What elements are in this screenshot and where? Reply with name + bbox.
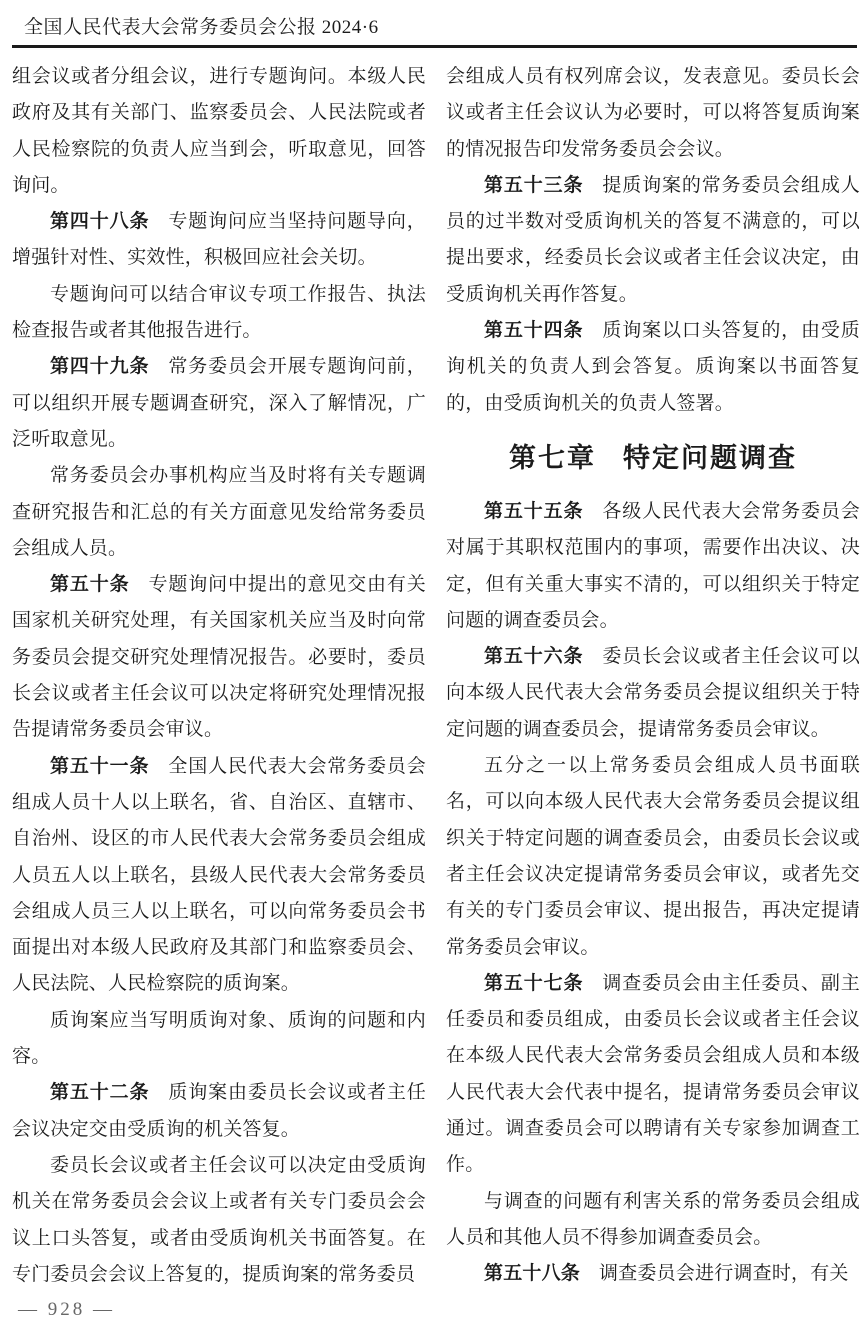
paragraph-text: 专题询问可以结合审议专项工作报告、执法检查报告或者其他报告进行。 [12, 283, 426, 342]
article-paragraph [12, 204, 426, 277]
paragraph-text: 常务委员会办事机构应当及时将有关专题调查研究报告和汇总的有关方面意见发给常务委员会组成人员。 [12, 465, 426, 559]
article-number: 第五十条 [50, 574, 130, 596]
body-paragraph [12, 277, 426, 350]
paragraph-text: 提质询案的常务委员会组成人员的过半数对受质询机关的答复不满意的，可以提出要求，经委员长会议或者主任会议决定，由受质询机关再作答复。 [446, 174, 860, 305]
paragraph-text: 专题询问应当坚持问题导向，增强针对性、实效性，积极回应社会关切。 [12, 211, 426, 269]
paragraph-text: 会组成人员有权列席会议，发表意见。委员长会议或者主任会议认为必要时，可以将答复质询案的情况报告印发常务委员会会议。 [446, 66, 860, 160]
article-paragraph [446, 966, 860, 1184]
paragraph-text: 质询案由委员长会议或者主任会议决定交由受质询的机关答复。 [12, 1082, 426, 1140]
two-column-body [0, 48, 867, 1293]
body-paragraph [12, 1003, 426, 1076]
article-number: 第五十五条 [484, 500, 584, 522]
paragraph-text: 与调查的问题有利害关系的常务委员会组成人员和其他人员不得参加调查委员会。 [446, 1190, 860, 1248]
article-number: 第五十一条 [50, 755, 150, 777]
article-number: 第五十七条 [484, 972, 584, 994]
article-paragraph [12, 349, 426, 458]
article-number: 第五十二条 [50, 1082, 150, 1104]
article-paragraph [446, 1256, 860, 1292]
paragraph-text: 常务委员会开展专题询问前，可以组织开展专题调查研究，深入了解情况，广泛听取意见。 [12, 356, 426, 450]
body-paragraph [12, 458, 426, 567]
article-paragraph [446, 639, 860, 748]
body-paragraph [12, 1148, 426, 1293]
article-paragraph [446, 168, 860, 313]
paragraph-text: 调查委员会进行调查时，有关 [599, 1263, 849, 1285]
article-number: 第五十四条 [484, 320, 584, 342]
article-number: 第四十九条 [50, 356, 150, 378]
article-number: 第五十八条 [484, 1263, 581, 1285]
article-paragraph [446, 494, 860, 639]
paragraph-text: 五分之一以上常务委员会组成人员书面联名，可以向本级人民代表大会常务委员会提议组织关于特定问题的调查委员会，由委员长会议或者主任会议决定提请常务委员会审议，或者先交有关的专门委员会审议、提出报告，再决定提请常务委员会审议。 [446, 755, 860, 958]
body-paragraph [12, 59, 426, 204]
article-number: 第五十三条 [484, 174, 584, 196]
paragraph-text: 全国人民代表大会常务委员会组成人员十人以上联名，省、自治区、直辖市、自治州、设区的市人民代表大会常务委员会组成人员五人以上联名，县级人民代表大会常务委员会组成人员三人以上联名，可以向常务委员会书面提出对本级人民政府及其部门和监察委员会、人民法院、人民检察院的质询案。 [12, 755, 426, 995]
right-column [446, 59, 860, 1293]
page-footer [18, 1299, 115, 1321]
article-paragraph [12, 567, 426, 748]
paragraph-text: 委员长会议或者主任会议可以向本级人民代表大会常务委员会提议组织关于特定问题的调查委员会，提请常务委员会审议。 [446, 646, 860, 740]
article-paragraph [12, 1075, 426, 1148]
left-column [12, 59, 426, 1293]
article-number: 第五十六条 [484, 646, 584, 668]
chapter-heading [446, 438, 860, 478]
chapter-title: 特定问题调查 [623, 442, 797, 473]
paragraph-text: 质询案应当写明质询对象、质询的问题和内容。 [12, 1009, 426, 1068]
article-paragraph [12, 749, 426, 1003]
article-paragraph [446, 313, 860, 422]
body-paragraph [446, 748, 860, 966]
paragraph-text: 专题询问中提出的意见交由有关国家机关研究处理，有关国家机关应当及时向常务委员会提交研究处理情况报告。必要时，委员长会议或者主任会议可以决定将研究处理情况报告提请常务委员会审议。 [12, 574, 426, 741]
page-header [0, 0, 867, 48]
paragraph-text: 质询案以口头答复的，由受质询机关的负责人到会答复。质询案以书面答复的，由受质询机关的负责人签署。 [446, 320, 860, 414]
chapter-number: 第七章 [509, 442, 596, 473]
paragraph-text: 调查委员会由主任委员、副主任委员和委员组成，由委员长会议或者主任会议在本级人民代表大会常务委员会组成人员和本级人民代表大会代表中提名，提请常务委员会审议通过。调查委员会可以聘请有关专家参加调查工作。 [446, 972, 860, 1176]
article-number: 第四十八条 [50, 211, 150, 233]
paragraph-text: 各级人民代表大会常务委员会对属于其职权范围内的事项，需要作出决议、决定，但有关重大事实不清的，可以组织关于特定问题的调查委员会。 [446, 500, 860, 631]
page-number: — 928 — [18, 1299, 115, 1320]
paragraph-text: 组会议或者分组会议，进行专题询问。本级人民政府及其有关部门、监察委员会、人民法院或者人民检察院的负责人应当到会，听取意见，回答询问。 [12, 66, 426, 196]
publication-title: 全国人民代表大会常务委员会公报 2024·6 [24, 17, 379, 38]
body-paragraph [446, 1184, 860, 1257]
paragraph-text: 委员长会议或者主任会议可以决定由受质询机关在常务委员会会议上或者有关专门委员会会议上口头答复，或者由受质询机关书面答复。在专门委员会会议上答复的，提质询案的常务委员 [12, 1154, 426, 1285]
body-paragraph [446, 59, 860, 168]
